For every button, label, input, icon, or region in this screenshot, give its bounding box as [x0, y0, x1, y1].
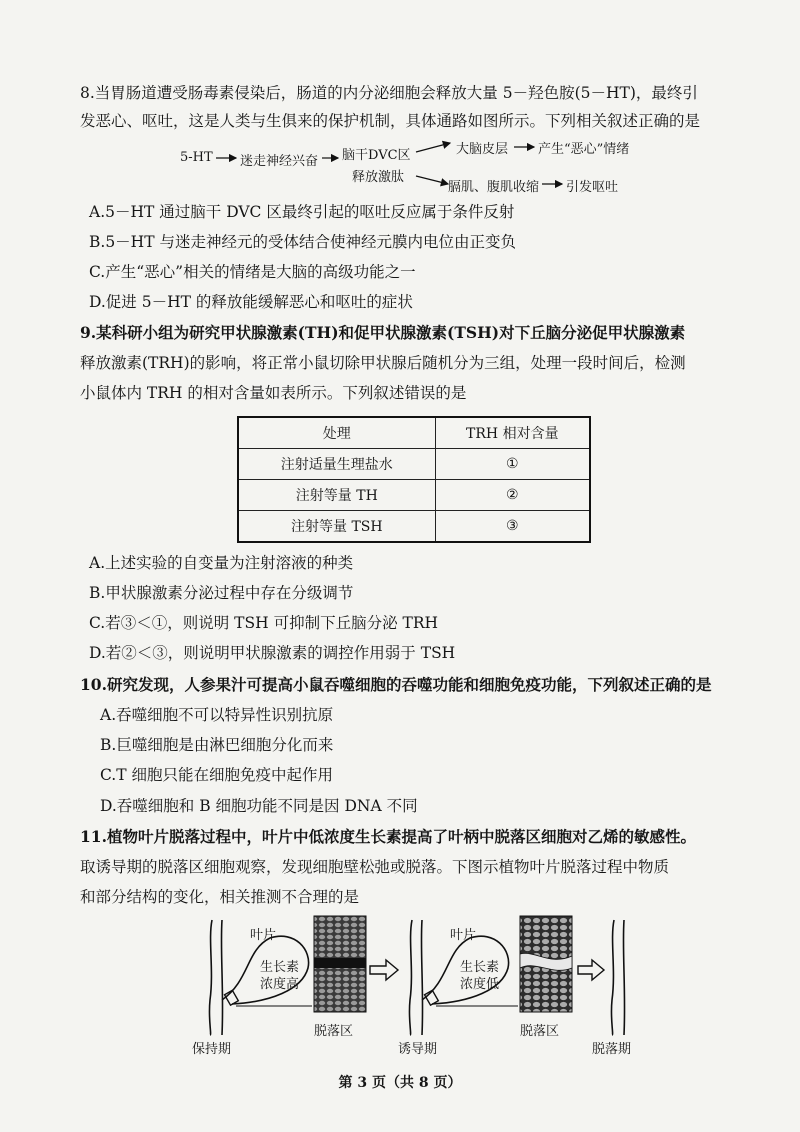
q11-stem-line2: 取诱导期的脱落区细胞观察，发现细胞壁松弛或脱落。下图示植物叶片脱落过程中物质 — [80, 858, 670, 876]
arrow-icon — [416, 176, 448, 184]
stage-arrow-icon — [370, 960, 398, 980]
flow-nerve: 迷走神经兴奋 — [240, 154, 319, 169]
stem-outline — [209, 920, 212, 1035]
label-auxin-1b: 浓度高 — [260, 977, 300, 992]
q8-option-c: C.产生“恶心”相关的情绪是大脑的高级功能之一 — [89, 263, 416, 281]
table-row — [238, 449, 590, 480]
flow-5ht: 5-HT — [180, 150, 213, 165]
table-header-treatment: 处理 — [238, 417, 435, 449]
stem-outline — [221, 920, 222, 1035]
q9-stem-line2: 释放激素(TRH)的影响，将正常小鼠切除甲状腺后随机分为三组，处理一段时间后，检测 — [80, 354, 686, 372]
flow-release: 释放激肽 — [352, 170, 405, 185]
q8-option-b: B.5－HT 与迷走神经元的受体结合使神经元膜内电位由正变负 — [89, 233, 516, 251]
q9-stem-line3: 小鼠体内 TRH 的相对含量如表所示。下列叙述错误的是 — [80, 384, 467, 402]
micrograph-band — [314, 958, 366, 968]
table-cell: 注射适量生理盐水 — [238, 449, 435, 480]
label-auxin-2b: 浓度低 — [460, 977, 500, 992]
stem-outline — [611, 920, 614, 1035]
q10-option-d: D.吞噬细胞和 B 细胞功能不同是因 DNA 不同 — [100, 797, 418, 815]
q11-stem-line1: 11.植物叶片脱落过程中，叶片中低浓度生长素提高了叶柄中脱落区细胞对乙烯的敏感性。 — [80, 827, 696, 846]
q11-stem-line3: 和部分结构的变化，相关推测不合理的是 — [80, 888, 360, 906]
stem-outline — [421, 920, 422, 1035]
page-number: 第 3 页（共 8 页） — [338, 1075, 462, 1091]
stage-arrow-icon — [578, 960, 604, 980]
table-row — [238, 511, 590, 543]
q9-option-c: C.若③＜①，则说明 TSH 可抑制下丘脑分泌 TRH — [89, 614, 439, 632]
label-auxin-1a: 生长素 — [260, 960, 300, 975]
q10-stem: 10.研究发现，人参果汁可提高小鼠吞噬细胞的吞噬功能和细胞免疫功能，下列叙述正确的是 — [80, 675, 712, 694]
q9-option-d: D.若②＜③，则说明甲状腺激素的调控作用弱于 TSH — [89, 644, 456, 662]
flow-muscle: 膈肌、腹肌收缩 — [448, 180, 540, 195]
table-cell: ③ — [435, 511, 590, 543]
flow-dvc: 脑干DVC区 — [342, 148, 411, 163]
trh-table — [237, 416, 591, 543]
q10-option-a: A.吞噬细胞不可以特异性识别抗原 — [100, 706, 334, 724]
stem-outline — [409, 920, 412, 1035]
table-cell: ① — [435, 449, 590, 480]
table-cell: 注射等量 TH — [238, 480, 435, 511]
table-cell: 注射等量 TSH — [238, 511, 435, 543]
label-auxin-2a: 生长素 — [460, 960, 500, 975]
q8-stem-line1: 8.当胃肠道遭受肠毒素侵染后，肠道的内分泌细胞会释放大量 5－羟色胺(5－HT)，最终引 — [80, 84, 698, 102]
q8-option-d: D.促进 5－HT 的释放能缓解恶心和呕吐的症状 — [89, 293, 413, 311]
label-leaf-1: 叶片 — [250, 928, 277, 943]
q10-option-b: B.巨噬细胞是由淋巴细胞分化而来 — [100, 736, 334, 754]
flow-nausea: 产生“恶心”情绪 — [538, 142, 630, 157]
stem-outline — [623, 920, 624, 1035]
table-row — [238, 480, 590, 511]
label-maintenance-stage: 保持期 — [192, 1042, 232, 1057]
arrow-icon — [416, 143, 450, 152]
table-cell: ② — [435, 480, 590, 511]
q8-stem-line2: 发恶心、呕吐，这是人类与生俱来的保护机制，具体通路如图所示。下列相关叙述正确的是 — [80, 112, 701, 130]
label-abscission-zone-2: 脱落区 — [520, 1024, 560, 1039]
q10-option-c: C.T 细胞只能在细胞免疫中起作用 — [100, 766, 334, 784]
leaf-abscission-diagram — [190, 910, 650, 1060]
flow-cortex: 大脑皮层 — [456, 142, 509, 157]
q9-stem-line1: 9.某科研小组为研究甲状腺激素(TH)和促甲状腺激素(TSH)对下丘脑分泌促甲状腺激素 — [80, 323, 686, 342]
label-leaf-2: 叶片 — [450, 928, 477, 943]
q8-option-a: A.5－HT 通过脑干 DVC 区最终引起的呕吐反应属于条件反射 — [89, 203, 515, 221]
q9-option-b: B.甲状腺激素分泌过程中存在分级调节 — [89, 584, 354, 602]
label-induction-stage: 诱导期 — [398, 1042, 438, 1057]
q8-pathway-diagram — [180, 140, 660, 196]
table-header-trh: TRH 相对含量 — [435, 417, 590, 449]
label-abscission-stage: 脱落期 — [592, 1042, 632, 1057]
table-header-row — [238, 417, 590, 449]
flow-vomit: 引发呕吐 — [566, 180, 619, 195]
label-abscission-zone-1: 脱落区 — [314, 1024, 354, 1039]
q9-option-a: A.上述实验的自变量为注射溶液的种类 — [89, 554, 354, 572]
